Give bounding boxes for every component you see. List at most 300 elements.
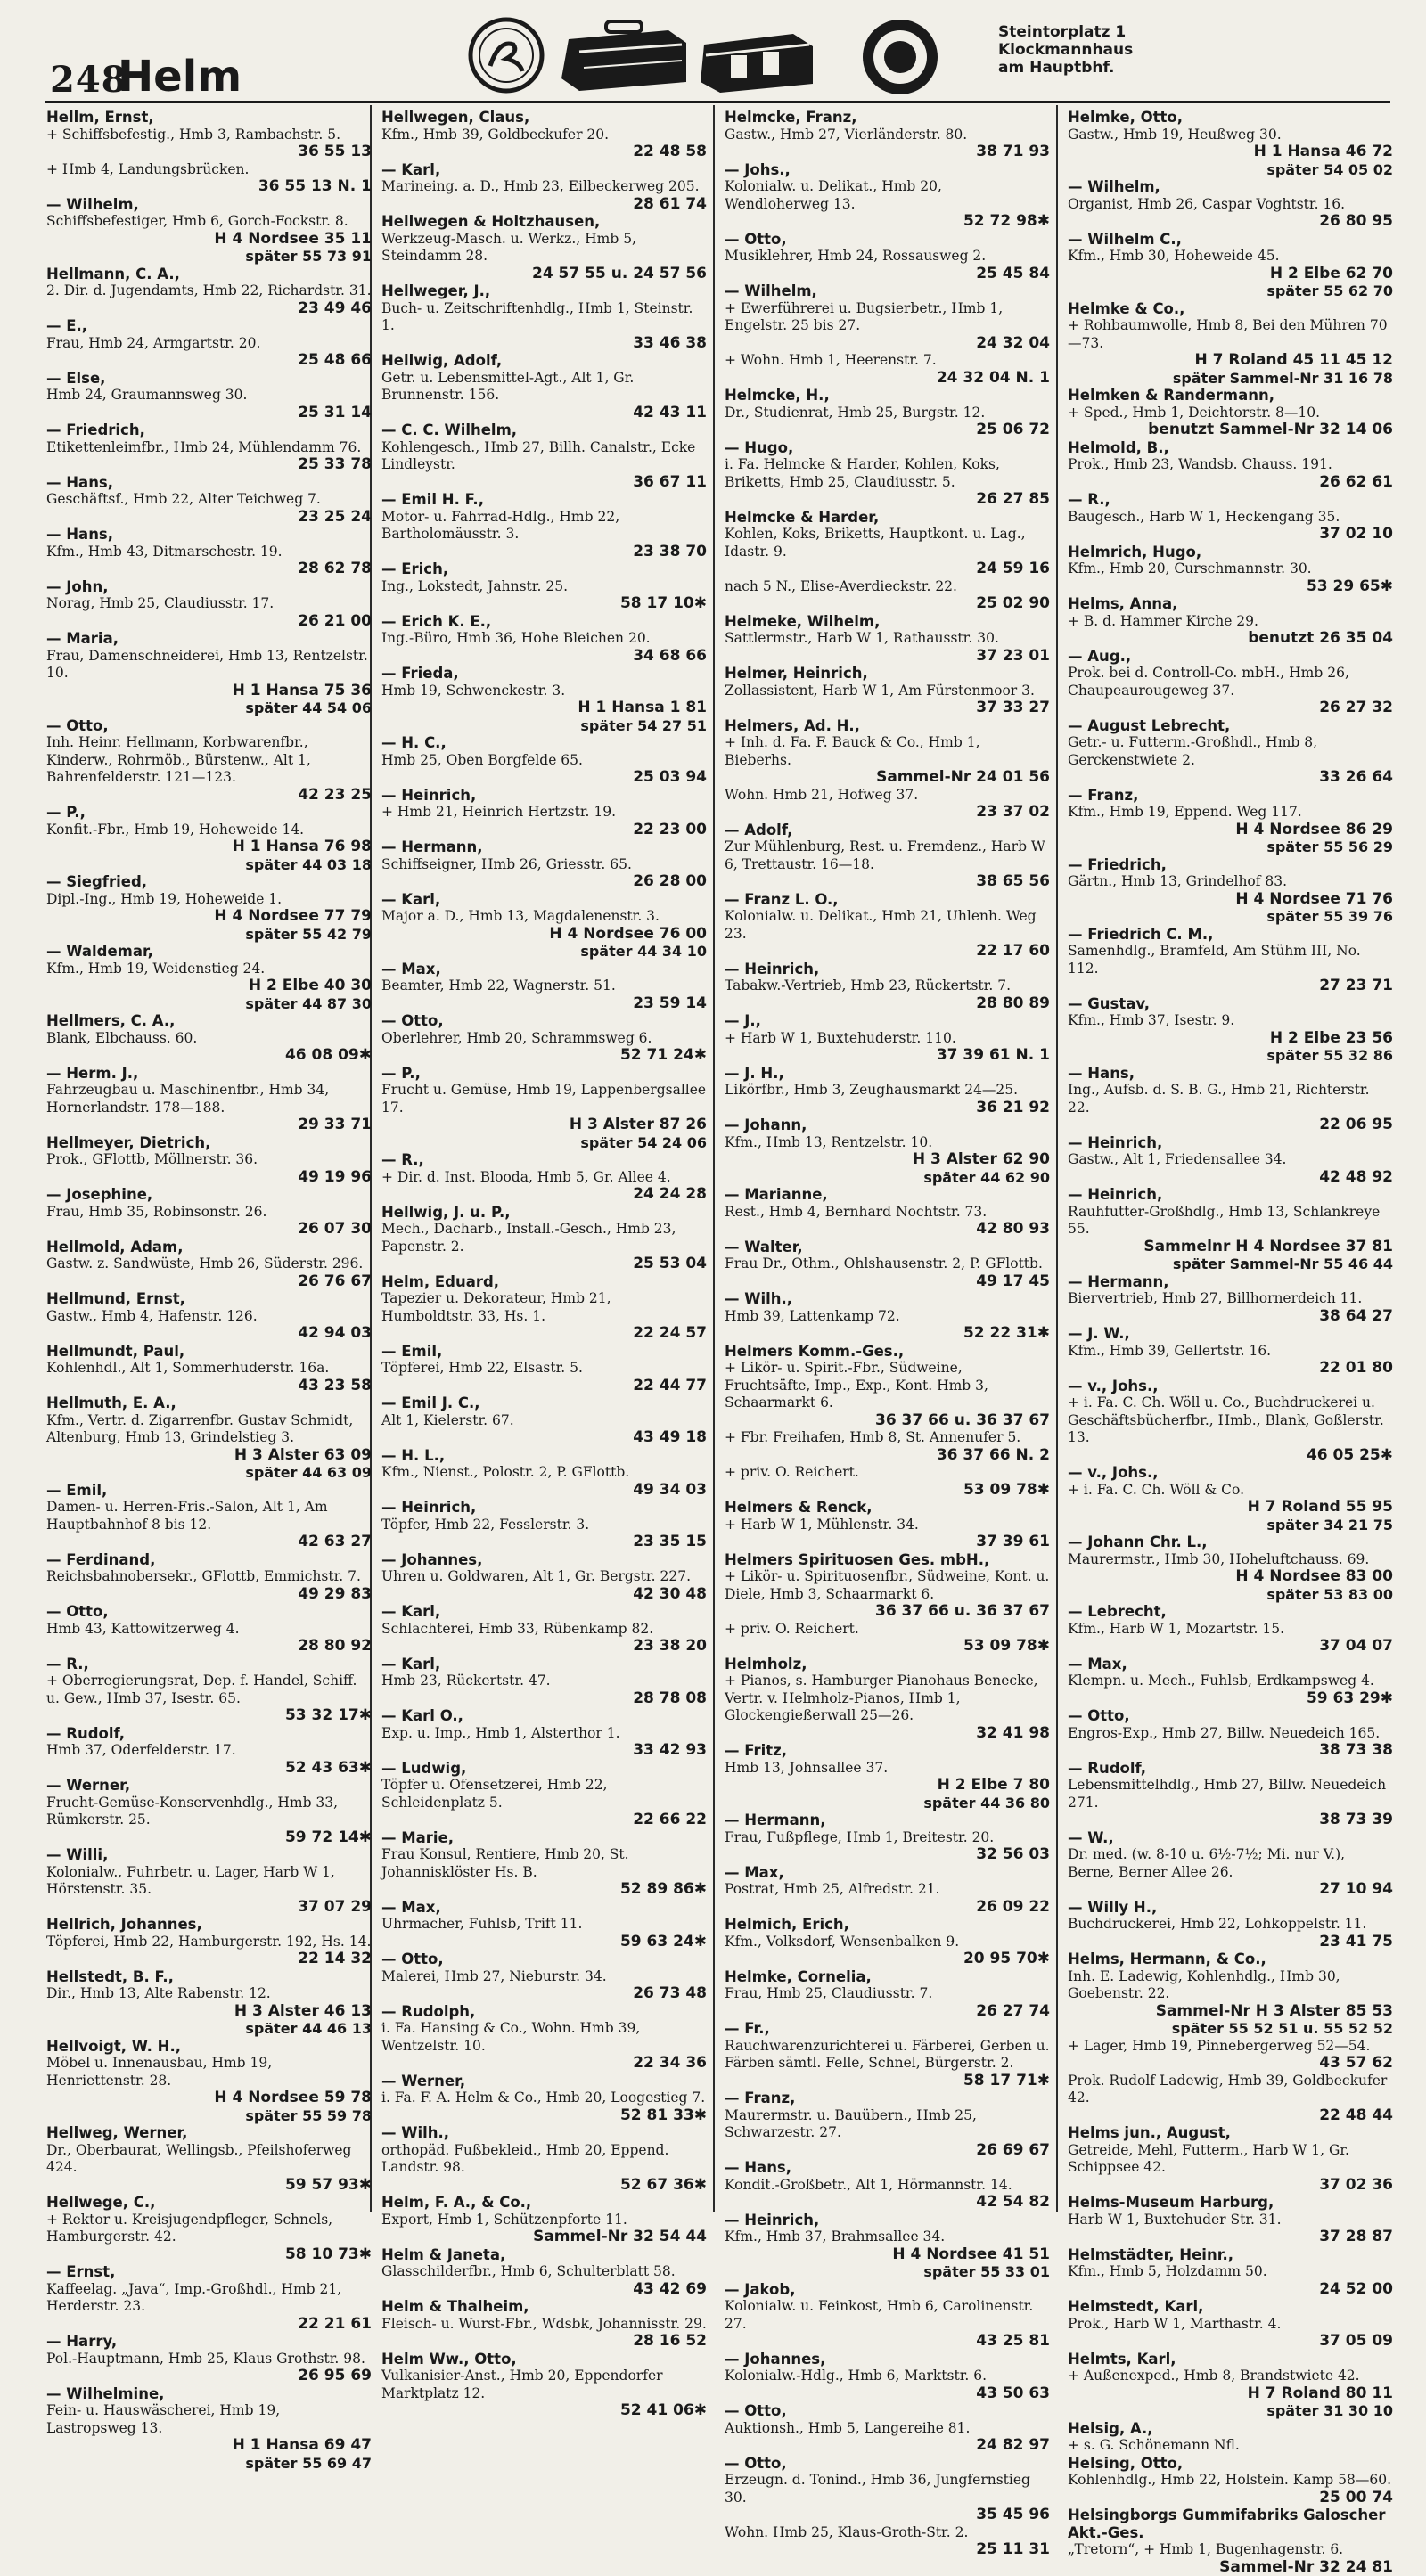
entry-details: Kfm., Vertr. d. Zigarrenfbr. Gustav Schmidt, Altenburg, Hmb 13, Grindelstieg 3. bbox=[46, 1412, 372, 1447]
directory-entry bbox=[381, 838, 707, 891]
entry-phone: 42 63 27 bbox=[46, 1533, 372, 1551]
entry-later-phone: später 55 56 29 bbox=[1068, 838, 1393, 856]
entry-name: — Franz, bbox=[725, 2089, 1050, 2107]
directory-entry bbox=[725, 1464, 1050, 1499]
entry-phone: 52 89 86✱ bbox=[381, 1881, 707, 1899]
entry-phone: 25 48 66 bbox=[46, 352, 372, 370]
entry-name: Helmers, Ad. H., bbox=[725, 717, 1050, 735]
entry-phone: 24 59 16 bbox=[725, 560, 1050, 578]
entry-name: — Frieda, bbox=[381, 665, 707, 683]
directory-entry bbox=[46, 474, 372, 527]
directory-entry bbox=[725, 2089, 1050, 2159]
directory-entry bbox=[381, 1760, 707, 1829]
directory-entry bbox=[46, 630, 372, 717]
directory-entry bbox=[46, 717, 372, 805]
entry-phone: 25 06 72 bbox=[725, 421, 1050, 439]
entry-details: Hmb 13, Johnsallee 37. bbox=[725, 1760, 1050, 1778]
entry-phone: 26 76 67 bbox=[46, 1273, 372, 1291]
directory-entry bbox=[46, 370, 372, 422]
entry-name: — Waldemar, bbox=[46, 943, 372, 961]
entry-details: Hmb 43, Kattowitzerweg 4. bbox=[46, 1621, 372, 1639]
directory-entry bbox=[1068, 717, 1393, 787]
entry-name: Helmstädter, Heinr., bbox=[1068, 2246, 1393, 2264]
entry-phone: 26 27 74 bbox=[725, 2003, 1050, 2021]
entry-name: — Max, bbox=[381, 961, 707, 978]
entry-phone: 43 42 69 bbox=[381, 2281, 707, 2299]
entry-phone: 37 02 10 bbox=[1068, 526, 1393, 544]
entry-later-phone: später 55 69 47 bbox=[46, 2455, 372, 2473]
entry-name: Helmcke & Harder, bbox=[725, 509, 1050, 527]
entry-details: + i. Fa. C. Ch. Wöll & Co. bbox=[1068, 1482, 1393, 1500]
entry-name: Helmholz, bbox=[725, 1656, 1050, 1673]
directory-entry bbox=[1068, 648, 1393, 717]
entry-details: Kfm., Hmb 20, Curschmannstr. 30. bbox=[1068, 560, 1393, 578]
directory-entry bbox=[46, 196, 372, 266]
entry-name: — Josephine, bbox=[46, 1186, 372, 1204]
entry-details: 2. Dir. d. Jugendamts, Hmb 22, Richardstr. 31. bbox=[46, 282, 372, 300]
entry-name: — Johannes, bbox=[381, 1551, 707, 1569]
entry-details: Damen- u. Herren-Fris.-Salon, Alt 1, Am Hauptbahnhof 8 bis 12. bbox=[46, 1499, 372, 1533]
entry-name: — Otto, bbox=[381, 1950, 707, 1968]
entry-details: Alt 1, Kielerstr. 67. bbox=[381, 1412, 707, 1430]
entry-later-phone: später 44 87 30 bbox=[46, 995, 372, 1013]
entry-details: Wohn. Hmb 25, Klaus-Groth-Str. 2. bbox=[725, 2524, 1050, 2542]
entry-phone: Sammelnr H 4 Nordsee 37 81 bbox=[1068, 1239, 1393, 1256]
entry-details: Motor- u. Fahrrad-Hdlg., Hmb 22, Bartholomäusstr. 3. bbox=[381, 509, 707, 544]
entry-name: Helm, Eduard, bbox=[381, 1273, 707, 1291]
entry-name: — Hans, bbox=[46, 474, 372, 492]
entry-name: — Aug., bbox=[1068, 648, 1393, 666]
entry-phone: 27 23 71 bbox=[1068, 977, 1393, 995]
entry-details: „Tretorn“, + Hmb 1, Bugenhagenstr. 6. bbox=[1068, 2541, 1393, 2559]
entry-phone: 25 02 90 bbox=[725, 595, 1050, 613]
entry-details: Gärtn., Hmb 13, Grindelhof 83. bbox=[1068, 873, 1393, 891]
entry-details: Kohlenhdl., Alt 1, Sommerhuderstr. 16a. bbox=[46, 1360, 372, 1378]
entry-name: — Marie, bbox=[381, 1829, 707, 1847]
directory-entry bbox=[725, 1656, 1050, 1743]
entry-phone: 43 50 63 bbox=[725, 2385, 1050, 2403]
entry-details: + Pianos, s. Hamburger Pianohaus Benecke, Vertr. v. Helmholz-Pianos, Hmb 1, Glockengießerwall 25—26. bbox=[725, 1672, 1050, 1725]
entry-phone: 36 37 66 N. 2 bbox=[725, 1447, 1050, 1465]
entry-name: — Otto, bbox=[381, 1012, 707, 1030]
entry-name: Helmold, B., bbox=[1068, 439, 1393, 457]
directory-entry bbox=[381, 421, 707, 491]
entry-phone: H 7 Roland 45 11 45 12 bbox=[1068, 352, 1393, 370]
entry-phone: 42 30 48 bbox=[381, 1586, 707, 1604]
entry-phone: 42 43 11 bbox=[381, 405, 707, 422]
directory-entry bbox=[46, 1551, 372, 1604]
entry-phone: 53 09 78✱ bbox=[725, 1482, 1050, 1500]
entry-name: — R., bbox=[46, 1656, 372, 1673]
directory-entry bbox=[381, 2351, 707, 2420]
entry-phone: H 4 Nordsee 41 51 bbox=[725, 2246, 1050, 2264]
entry-details: Hmb 24, Graumannsweg 30. bbox=[46, 387, 372, 405]
entry-details: Mech., Dacharb., Install.-Gesch., Hmb 23, Papenstr. 2. bbox=[381, 1221, 707, 1255]
entry-name: — Wilhelm, bbox=[1068, 178, 1393, 196]
entry-phone: 23 38 70 bbox=[381, 544, 707, 561]
entry-details: Hmb 25, Oben Borgfelde 65. bbox=[381, 752, 707, 770]
entry-phone: 23 37 02 bbox=[725, 804, 1050, 822]
directory-entry bbox=[381, 665, 707, 734]
entry-name: Hellweg, Werner, bbox=[46, 2124, 372, 2142]
directory-entry bbox=[381, 1394, 707, 1447]
entry-name: — Max, bbox=[1068, 1656, 1393, 1673]
advertisement-address bbox=[998, 23, 1133, 77]
entry-phone: 37 39 61 N. 1 bbox=[725, 1047, 1050, 1065]
directory-entry bbox=[46, 943, 372, 1012]
entry-name: Helmts, Karl, bbox=[1068, 2351, 1393, 2368]
entry-name: — v., Johs., bbox=[1068, 1378, 1393, 1395]
entry-phone: H 1 Hansa 69 47 bbox=[46, 2437, 372, 2455]
directory-entry bbox=[381, 352, 707, 421]
entry-details: Export, Hmb 1, Schützenpforte 11. bbox=[381, 2212, 707, 2229]
entry-phone: 49 34 03 bbox=[381, 1482, 707, 1500]
entry-phone: H 2 Elbe 7 80 bbox=[725, 1777, 1050, 1795]
entry-name: — Wilhelm, bbox=[46, 196, 372, 214]
directory-entry bbox=[1068, 178, 1393, 231]
entry-phone: 43 57 62 bbox=[1068, 2055, 1393, 2073]
entry-details: Getr. u. Lebensmittel-Agt., Alt 1, Gr. Brunnenstr. 156. bbox=[381, 370, 707, 405]
directory-entry bbox=[46, 421, 372, 474]
entry-details: Uhren u. Goldwaren, Alt 1, Gr. Bergstr. 227. bbox=[381, 1568, 707, 1586]
entry-name: — Emil H. F., bbox=[381, 491, 707, 509]
entry-phone: H 3 Alster 62 90 bbox=[725, 1151, 1050, 1169]
entry-phone: 28 80 89 bbox=[725, 995, 1050, 1013]
entry-name: — Rudolf, bbox=[46, 1725, 372, 1743]
column-divider bbox=[1056, 105, 1058, 2212]
directory-entry bbox=[381, 2246, 707, 2299]
directory-entry bbox=[725, 439, 1050, 509]
directory-entry bbox=[1068, 926, 1393, 995]
entry-later-phone: später 31 30 10 bbox=[1068, 2402, 1393, 2420]
entry-details: Marineing. a. D., Hmb 23, Eilbeckerweg 205. bbox=[381, 178, 707, 196]
entry-name: — Ludwig, bbox=[381, 1760, 707, 1778]
directory-entry bbox=[46, 1777, 372, 1846]
entry-name: — Johann, bbox=[725, 1116, 1050, 1134]
entry-details: Geschäftsf., Hmb 22, Alter Teichweg 7. bbox=[46, 491, 372, 509]
entry-details: Rauchwarenzurichterei u. Färberei, Gerben u. Färben sämtl. Felle, Schnel, Bürgerstr. 2. bbox=[725, 2038, 1050, 2073]
entry-details: Kfm., Hmb 39, Goldbeckufer 20. bbox=[381, 127, 707, 144]
entry-phone: H 3 Alster 63 09 bbox=[46, 1447, 372, 1465]
entry-details: + Inh. d. Fa. F. Bauck & Co., Hmb 1, Bieberhs. bbox=[725, 734, 1050, 769]
entry-details: + Ewerführerei u. Bugsierbetr., Hmb 1, Engelstr. 25 bis 27. bbox=[725, 300, 1050, 335]
entry-later-phone: später 55 59 78 bbox=[46, 2107, 372, 2125]
entry-later-phone: später 54 27 51 bbox=[381, 717, 707, 735]
entry-phone: H 1 Hansa 76 98 bbox=[46, 838, 372, 856]
entry-details: i. Fa. Helmcke & Harder, Kohlen, Koks, Briketts, Hmb 25, Claudiusstr. 5. bbox=[725, 456, 1050, 491]
directory-entry bbox=[725, 1343, 1050, 1430]
entry-name: — Johannes, bbox=[725, 2351, 1050, 2368]
entry-details: + Schiffsbefestig., Hmb 3, Rambachstr. 5. bbox=[46, 127, 372, 144]
entry-details: Harb W 1, Buxtehuder Str. 31. bbox=[1068, 2212, 1393, 2229]
directory-entry bbox=[725, 717, 1050, 787]
entry-details: Musiklehrer, Hmb 24, Rossausweg 2. bbox=[725, 248, 1050, 266]
entry-details: Tapezier u. Dekorateur, Hmb 21, Humboldtstr. 33, Hs. 1. bbox=[381, 1290, 707, 1325]
ad-line: am Hauptbhf. bbox=[998, 59, 1133, 77]
entry-name: Hellmold, Adam, bbox=[46, 1239, 372, 1256]
entry-phone: 52 22 31✱ bbox=[725, 1325, 1050, 1343]
entry-name: Hellmund, Ernst, bbox=[46, 1290, 372, 1308]
entry-phone: 28 61 74 bbox=[381, 196, 707, 214]
entry-details: Frau Konsul, Rentiere, Hmb 20, St. Johannisklöster Hs. B. bbox=[381, 1846, 707, 1881]
entry-name: — H. C., bbox=[381, 734, 707, 752]
entry-later-phone: später Sammel-Nr 55 46 44 bbox=[1068, 1255, 1393, 1273]
entry-details: Kohlenhdlg., Hmb 22, Holstein. Kamp 58—60. bbox=[1068, 2472, 1393, 2490]
entry-phone: 22 24 57 bbox=[381, 1325, 707, 1343]
entry-phone: H 1 Hansa 46 72 bbox=[1068, 143, 1393, 161]
entry-phone: H 4 Nordsee 83 00 bbox=[1068, 1568, 1393, 1586]
directory-entry bbox=[1068, 1186, 1393, 1273]
entry-phone: 37 33 27 bbox=[725, 699, 1050, 717]
entry-name: — John, bbox=[46, 578, 372, 596]
entry-phone: Sammel-Nr 32 54 44 bbox=[381, 2228, 707, 2246]
entry-phone: 59 72 14✱ bbox=[46, 1829, 372, 1847]
entry-phone: 24 24 28 bbox=[381, 1186, 707, 1204]
entry-phone: 23 38 20 bbox=[381, 1638, 707, 1656]
entry-details: Dr. med. (w. 8-10 u. 6½-7½; Mi. nur V.), Berne, Berner Allee 26. bbox=[1068, 1846, 1393, 1881]
entry-phone: 38 71 93 bbox=[725, 143, 1050, 161]
directory-entry bbox=[46, 1186, 372, 1239]
entry-phone: 28 78 08 bbox=[381, 1690, 707, 1708]
entry-phone: 37 23 01 bbox=[725, 648, 1050, 666]
directory-entry bbox=[381, 1343, 707, 1395]
entry-name: — v., Johs., bbox=[1068, 1464, 1393, 1482]
entry-name: — Ferdinand, bbox=[46, 1551, 372, 1569]
entry-name: — Otto, bbox=[725, 2455, 1050, 2473]
entry-phone: 22 34 36 bbox=[381, 2055, 707, 2073]
entry-details: orthopäd. Fußbekleid., Hmb 20, Eppend. Landstr. 98. bbox=[381, 2142, 707, 2177]
entry-details: Prok., GFlottb, Möllnerstr. 36. bbox=[46, 1151, 372, 1169]
entry-phone: 24 57 55 u. 24 57 56 bbox=[381, 266, 707, 283]
entry-name: Hellmeyer, Dietrich, bbox=[46, 1134, 372, 1152]
entry-details: Ing., Aufsb. d. S. B. G., Hmb 21, Richterstr. 22. bbox=[1068, 1082, 1393, 1116]
entry-phone: 22 48 44 bbox=[1068, 2107, 1393, 2125]
entry-name: Helm & Janeta, bbox=[381, 2246, 707, 2264]
advertisement-logos bbox=[463, 12, 963, 98]
directory-entry bbox=[46, 2124, 372, 2194]
entry-phone: H 3 Alster 46 13 bbox=[46, 2003, 372, 2021]
entry-details: + Dir. d. Inst. Blooda, Hmb 5, Gr. Allee 4. bbox=[381, 1169, 707, 1187]
entry-details: Gastw., Hmb 19, Heußweg 30. bbox=[1068, 127, 1393, 144]
directory-entry bbox=[381, 2194, 707, 2246]
directory-entry bbox=[1068, 2073, 1393, 2125]
directory-entry bbox=[1068, 109, 1393, 178]
entry-phone: 22 21 61 bbox=[46, 2316, 372, 2334]
entry-details: Kolonialw. u. Delikat., Hmb 21, Uhlenh. Weg 23. bbox=[725, 908, 1050, 943]
entry-details: Inh. Heinr. Hellmann, Korbwarenfbr., Kinderw., Rohrmöb., Bürstenw., Alt 1, Bahrenfelderstr. 121—123. bbox=[46, 734, 372, 787]
entry-later-phone: später 53 83 00 bbox=[1068, 1586, 1393, 1604]
entry-phone: 23 41 75 bbox=[1068, 1934, 1393, 1951]
directory-entry bbox=[46, 1846, 372, 1916]
entry-phone: 42 80 93 bbox=[725, 1221, 1050, 1239]
entry-phone: 26 07 30 bbox=[46, 1221, 372, 1239]
entry-details: Tabakw.-Vertrieb, Hmb 23, Rückertstr. 7. bbox=[725, 977, 1050, 995]
directory-entry bbox=[725, 665, 1050, 717]
directory-entry bbox=[725, 2281, 1050, 2351]
entry-phone: 26 73 48 bbox=[381, 1985, 707, 2003]
entry-details: Buch- u. Zeitschriftenhdlg., Hmb 1, Steinstr. 1. bbox=[381, 300, 707, 335]
directory-entry bbox=[381, 109, 707, 161]
entry-phone: 23 59 14 bbox=[381, 995, 707, 1013]
entry-phone: 53 29 65✱ bbox=[1068, 578, 1393, 596]
entry-later-phone: später 55 39 76 bbox=[1068, 908, 1393, 926]
directory-entry bbox=[725, 1811, 1050, 1864]
entry-name: — Friedrich, bbox=[1068, 856, 1393, 874]
entry-name: — Else, bbox=[46, 370, 372, 388]
entry-name: — J. H., bbox=[725, 1065, 1050, 1083]
directory-entry bbox=[1068, 2420, 1393, 2455]
entry-phone: H 4 Nordsee 76 00 bbox=[381, 926, 707, 944]
entry-details: + Hmb 21, Heinrich Hertzstr. 19. bbox=[381, 804, 707, 822]
directory-entry bbox=[46, 1065, 372, 1134]
entry-details: Samenhdlg., Bramfeld, Am Stühm III, No. 112. bbox=[1068, 943, 1393, 977]
entry-details: Zur Mühlenburg, Rest. u. Fremdenz., Harb W 6, Trettaustr. 16—18. bbox=[725, 838, 1050, 873]
page-header bbox=[0, 0, 1426, 107]
entry-details: Maurermstr. u. Bauübern., Hmb 25, Schwarzestr. 27. bbox=[725, 2107, 1050, 2142]
entry-phone: 53 32 17✱ bbox=[46, 1707, 372, 1725]
directory-column-4 bbox=[1068, 109, 1393, 2212]
entry-phone: 24 82 97 bbox=[725, 2437, 1050, 2455]
directory-entry bbox=[381, 491, 707, 560]
directory-entry bbox=[725, 822, 1050, 891]
directory-entry bbox=[1068, 491, 1393, 544]
entry-name: Helmke, Otto, bbox=[1068, 109, 1393, 127]
entry-phone: 33 42 93 bbox=[381, 1742, 707, 1760]
entry-details: + i. Fa. C. Ch. Wöll u. Co., Buchdruckerei u. Geschäftsbücherfbr., Hmb., Blank, Goßlerstr. 13. bbox=[1068, 1394, 1393, 1447]
running-head: Helm bbox=[118, 52, 242, 102]
directory-entry bbox=[46, 2333, 372, 2385]
entry-name: — Karl, bbox=[381, 1603, 707, 1621]
entry-details: Klempn. u. Mech., Fuhlsb, Erdkampsweg 4. bbox=[1068, 1672, 1393, 1690]
ad-line: Klockmannhaus bbox=[998, 41, 1133, 59]
entry-details: Vulkanisier-Anst., Hmb 20, Eppendorfer Marktplatz 12. bbox=[381, 2367, 707, 2402]
entry-details: Kolonialw. u. Delikat., Hmb 20, Wendloherweg 13. bbox=[725, 178, 1050, 213]
entry-phone: 26 62 61 bbox=[1068, 474, 1393, 492]
entry-phone: 29 33 71 bbox=[46, 1116, 372, 1134]
entry-phone: 22 66 22 bbox=[381, 1811, 707, 1829]
entry-phone: 37 07 29 bbox=[46, 1899, 372, 1917]
directory-entry bbox=[381, 734, 707, 787]
directory-entry bbox=[725, 613, 1050, 666]
directory-entry bbox=[725, 1968, 1050, 2021]
entry-name: — Hugo, bbox=[725, 439, 1050, 457]
entry-details: Frau, Hmb 24, Armgartstr. 20. bbox=[46, 335, 372, 353]
entry-name: Hellwege, C., bbox=[46, 2194, 372, 2212]
entry-details: Töpfer u. Ofensetzerei, Hmb 22, Schleidenplatz 5. bbox=[381, 1777, 707, 1811]
entry-details: + Harb W 1, Buxtehuderstr. 110. bbox=[725, 1030, 1050, 1048]
directory-entry bbox=[725, 1742, 1050, 1811]
entry-details: Kfm., Hmb 37, Brahmsallee 34. bbox=[725, 2228, 1050, 2246]
entry-later-phone: später Sammel-Nr 31 16 78 bbox=[1068, 370, 1393, 388]
directory-entry bbox=[725, 891, 1050, 961]
directory-entry bbox=[725, 161, 1050, 231]
entry-details: + Wohn. Hmb 1, Heerenstr. 7. bbox=[725, 352, 1050, 370]
directory-entry bbox=[1068, 1378, 1393, 1465]
entry-name: — Maria, bbox=[46, 630, 372, 648]
directory-entry bbox=[381, 1829, 707, 1899]
entry-details: + Rektor u. Kreisjugendpfleger, Schnels, Hamburgerstr. 42. bbox=[46, 2212, 372, 2246]
entry-details: Dr., Studienrat, Hmb 25, Burgstr. 12. bbox=[725, 405, 1050, 422]
entry-details: Buchdruckerei, Hmb 22, Lohkoppelstr. 11. bbox=[1068, 1916, 1393, 1934]
directory-entry bbox=[725, 1499, 1050, 1551]
entry-name: Helmke & Co., bbox=[1068, 300, 1393, 318]
directory-entry bbox=[1068, 1464, 1393, 1533]
directory-entry bbox=[381, 2298, 707, 2351]
entry-details: Exp. u. Imp., Hmb 1, Alsterthor 1. bbox=[381, 1725, 707, 1743]
entry-name: — Karl, bbox=[381, 891, 707, 909]
entry-later-phone: später 44 63 09 bbox=[46, 1464, 372, 1482]
entry-details: Kolonialw.-Hdlg., Hmb 6, Marktstr. 6. bbox=[725, 2367, 1050, 2385]
entry-phone: 52 67 36✱ bbox=[381, 2177, 707, 2195]
entry-details: Töpferei, Hmb 22, Hamburgerstr. 192, Hs. 14. bbox=[46, 1934, 372, 1951]
entry-name: — Harry, bbox=[46, 2333, 372, 2351]
directory-entry bbox=[381, 282, 707, 352]
directory-entry bbox=[46, 873, 372, 943]
entry-details: Dr., Oberbaurat, Wellingsb., Pfeilshoferweg 424. bbox=[46, 2142, 372, 2177]
entry-phone: 26 21 00 bbox=[46, 613, 372, 631]
entry-name: — Wilhelmine, bbox=[46, 2385, 372, 2403]
entry-phone: 22 06 95 bbox=[1068, 1116, 1393, 1134]
entry-details: Kfm., Hmb 39, Gellertstr. 16. bbox=[1068, 1343, 1393, 1361]
entry-phone: 28 80 92 bbox=[46, 1638, 372, 1656]
entry-details: Frucht-Gemüse-Konservenhdlg., Hmb 33, Rümkerstr. 25. bbox=[46, 1795, 372, 1829]
directory-entry bbox=[381, 891, 707, 961]
entry-phone: 23 49 46 bbox=[46, 300, 372, 318]
entry-phone: H 4 Nordsee 86 29 bbox=[1068, 822, 1393, 839]
entry-name: Helmeke, Wilhelm, bbox=[725, 613, 1050, 631]
entry-name: Helmrich, Hugo, bbox=[1068, 544, 1393, 561]
entry-name: — W., bbox=[1068, 1829, 1393, 1847]
entry-details: Kfm., Hmb 19, Weidenstieg 24. bbox=[46, 961, 372, 978]
directory-entry bbox=[46, 804, 372, 873]
entry-details: Fahrzeugbau u. Maschinenfbr., Hmb 34, Hornerlandstr. 178—188. bbox=[46, 1082, 372, 1116]
entry-phone: 42 23 25 bbox=[46, 787, 372, 805]
entry-name: — Karl, bbox=[381, 1656, 707, 1673]
entry-name: — Hermann, bbox=[381, 838, 707, 856]
entry-name: — Lebrecht, bbox=[1068, 1603, 1393, 1621]
directory-entry bbox=[46, 109, 372, 161]
entry-name: Helmken & Randermann, bbox=[1068, 387, 1393, 405]
directory-entry bbox=[1068, 2351, 1393, 2420]
entry-name: — Friedrich C. M., bbox=[1068, 926, 1393, 944]
directory-entry bbox=[1068, 231, 1393, 300]
entry-name: — Hans, bbox=[725, 2159, 1050, 2177]
entry-phone: 38 64 27 bbox=[1068, 1308, 1393, 1326]
entry-name: — Emil, bbox=[46, 1482, 372, 1500]
directory-entry bbox=[725, 509, 1050, 578]
entry-details: + Lager, Hmb 19, Pinnebergerweg 52—54. bbox=[1068, 2038, 1393, 2056]
entry-details: + Außenexped., Hmb 8, Brandstwiete 42. bbox=[1068, 2367, 1393, 2385]
entry-details: + Likör- u. Spirituosenfbr., Südweine, Kont. u. Diele, Hmb 3, Schaarmarkt 6. bbox=[725, 1568, 1050, 1603]
entry-details: + Harb W 1, Mühlenstr. 34. bbox=[725, 1517, 1050, 1534]
entry-details: Maurermstr., Hmb 30, Hoheluftchauss. 69. bbox=[1068, 1551, 1393, 1569]
entry-phone: 25 03 94 bbox=[381, 769, 707, 787]
entry-phone: 52 81 33✱ bbox=[381, 2107, 707, 2125]
entry-details: Lebensmittelhdlg., Hmb 27, Billw. Neuedeich 271. bbox=[1068, 1777, 1393, 1811]
entry-name: Hellmann, C. A., bbox=[46, 266, 372, 283]
entry-phone: H 1 Hansa 75 36 bbox=[46, 683, 372, 700]
entry-phone: 58 10 73✱ bbox=[46, 2246, 372, 2264]
directory-entry bbox=[381, 1012, 707, 1065]
entry-details: Likörfbr., Hmb 3, Zeughausmarkt 24—25. bbox=[725, 1082, 1050, 1100]
entry-details: Kaffeelag. „Java“, Imp.-Großhdl., Hmb 21, Herderstr. 23. bbox=[46, 2281, 372, 2316]
entry-later-phone: später 55 73 91 bbox=[46, 248, 372, 266]
entry-details: Inh. E. Ladewig, Kohlenhdlg., Hmb 30, Goebenstr. 22. bbox=[1068, 1968, 1393, 2003]
entry-phone: 46 08 09✱ bbox=[46, 1047, 372, 1065]
entry-name: — Willy H., bbox=[1068, 1899, 1393, 1917]
entry-name: Helmers & Renck, bbox=[725, 1499, 1050, 1517]
entry-name: — Rudolf, bbox=[1068, 1760, 1393, 1778]
